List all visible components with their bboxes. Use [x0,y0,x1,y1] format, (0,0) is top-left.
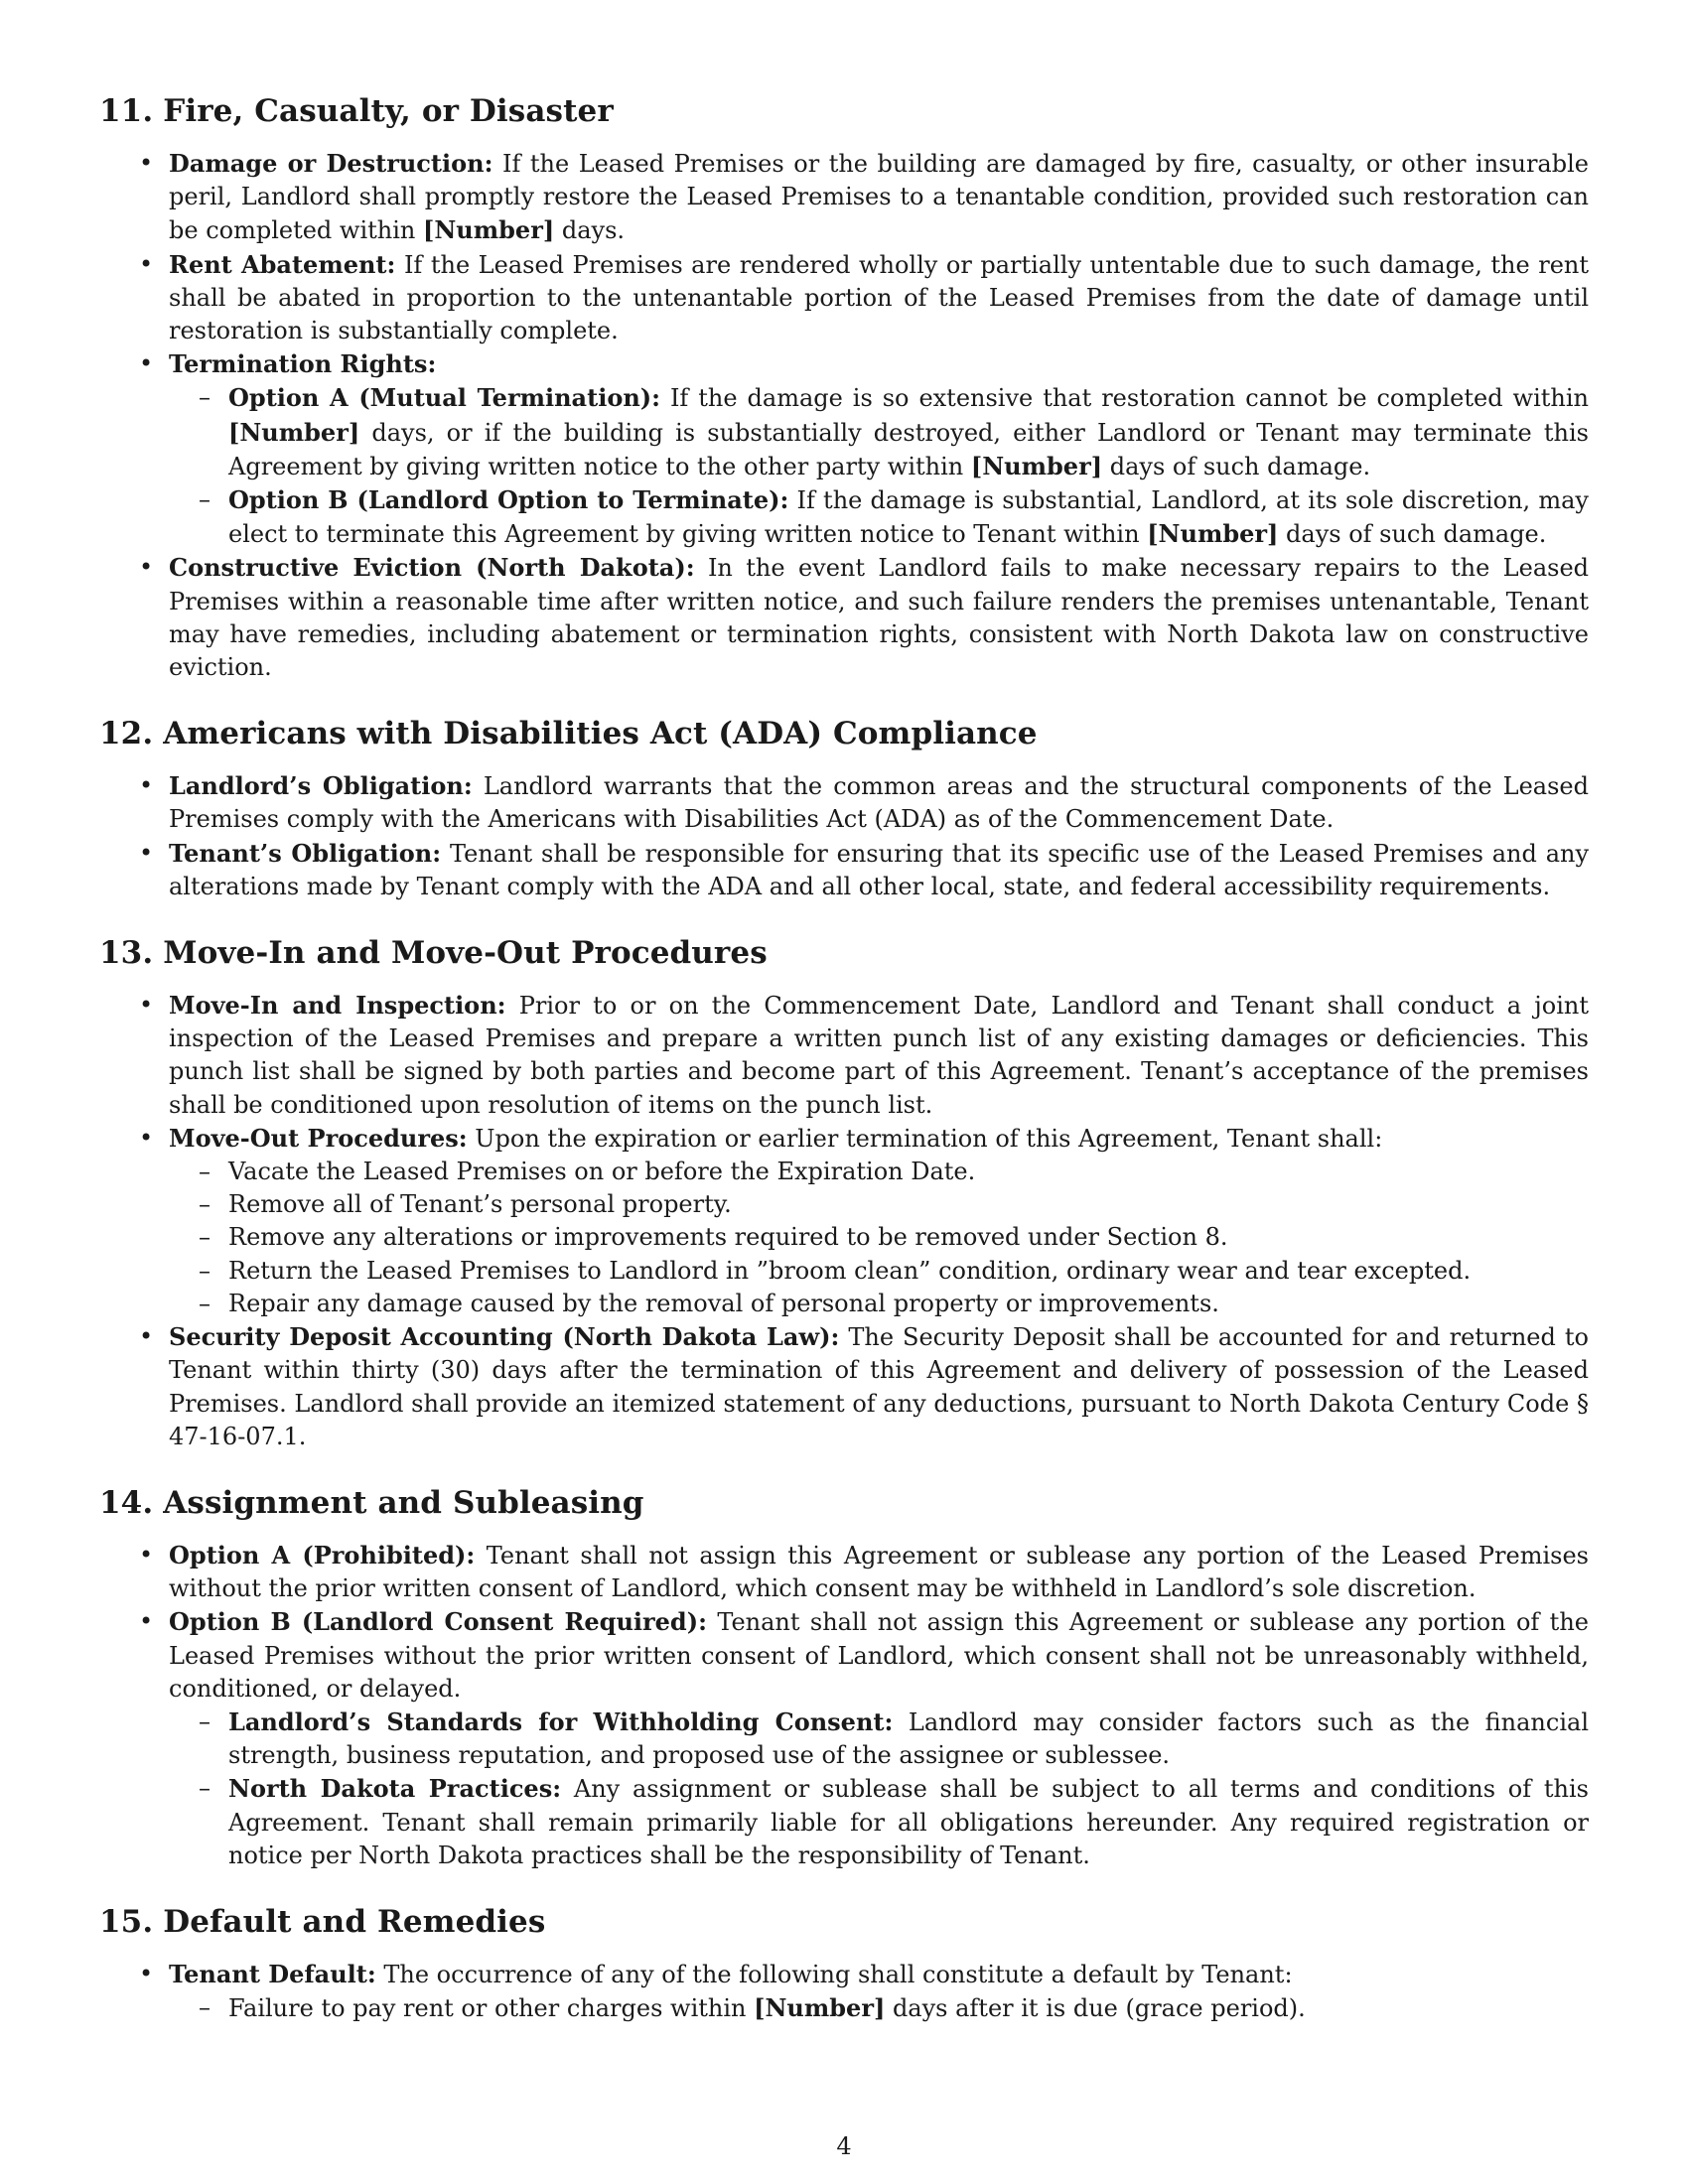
page-number: 4 [836,2132,852,2160]
list-item: • Constructive Eviction (North Dakota): In the event Landlord fails to make necessary repairs to the Leased Premises within a reasonable time after written notice, and such failure renders the premises untenantable, Tenant may have remedies, including abatement or termination rights, consistent with North Dakota law on constructive eviction. [169,551,1589,684]
sub-list-item: – Option B (Landlord Option to Terminate): If the damage is substantial, Landlord, at its sole discretion, may elect to terminate this Agreement by giving written notice to Tenant within [Number] days of such damage. [228,483,1589,551]
list-item: • Landlord’s Obligation: Landlord warrants that the common areas and the structural components of the Leased Premises comply with the Americans with Disabilities Act (ADA) as of the Commencement Date. [169,769,1589,836]
section-heading: 15. Default and Remedies [99,1903,546,1940]
list-item: • Tenant’s Obligation: Tenant shall be responsible for ensuring that its specific use of the Leased Premises and any alterations made by Tenant comply with the ADA and all other local, state, and federal accessibility requirements. [169,837,1589,903]
list-item: • Option B (Landlord Consent Required): Tenant shall not assign this Agreement or sublease any portion of the Leased Premises without the prior written consent of Landlord, which consent shall not be unreasonably withheld, conditioned, or delayed. – Landlord’s Standards for Withholding Consent: Landlord may consider factors such as the financial strength, business reputation, and proposed use of the assignee or sublessee. – North Dakota Practices: Any assignment or sublease shall be subject to all terms and conditions of this Agreement. Tenant shall remain primarily liable for all obligations hereunder. Any required registration or notice per North Dakota practices shall be the responsibility of Tenant. [169,1605,1589,1872]
sub-list-item: – Return the Leased Premises to Landlord in ”broom clean” condition, ordinary wear and tear excepted. [228,1255,1589,1288]
section-13 [99,931,1589,1453]
list-item: • Tenant Default: The occurrence of any of the following shall constitute a default by Tenant: – Failure to pay rent or other charges within [Number] days after it is due (grace period). [169,1958,1589,2025]
section-heading: 12. Americans with Disabilities Act (ADA) Compliance [99,716,1038,752]
section-heading: 13. Move-In and Move-Out Procedures [99,935,768,972]
section-12 [99,712,1589,903]
list-item: • Damage or Destruction: If the Leased Premises or the building are damaged by fire, casualty, or other insurable peril, Landlord shall promptly restore the Leased Premises to a tenantable condition, provided such restoration can be completed within [Number] days. [169,147,1589,248]
sub-list-item: – Landlord’s Standards for Withholding Consent: Landlord may consider factors such as the financial strength, business reputation, and proposed use of the assignee or sublessee. [228,1706,1589,1772]
sub-list-item: – Option A (Mutual Termination): If the damage is so extensive that restoration cannot be completed within [Number] days, or if the building is substantially destroyed, either Landlord or Tenant may terminate this Agreement by giving written notice to the other party within [Number] days of such damage. [228,381,1589,483]
list-item: • Move-In and Inspection: Prior to or on the Commencement Date, Landlord and Tenant shall conduct a joint inspection of the Leased Premises and prepare a written punch list of any existing damages or deficiencies. This punch list shall be signed by both parties and become part of this Agreement. Tenant’s acceptance of the premises shall be conditioned upon resolution of items on the punch list. [169,989,1589,1122]
sub-list-item: – North Dakota Practices: Any assignment or sublease shall be subject to all terms and conditions of this Agreement. Tenant shall remain primarily liable for all obligations hereunder. Any required registration or notice per North Dakota practices shall be the responsibility of Tenant. [228,1772,1589,1872]
section-14 [99,1481,1589,1872]
sub-list-item: – Failure to pay rent or other charges within [Number] days after it is due (grace period). [228,1991,1589,2025]
sub-list-item: – Repair any damage caused by the removal of personal property or improvements. [228,1288,1589,1320]
section-15 [99,1900,1589,2025]
section-11 [99,89,1589,684]
sub-list-item: – Remove any alterations or improvements required to be removed under Section 8. [228,1221,1589,1254]
list-item: • Option A (Prohibited): Tenant shall not assign this Agreement or sublease any portion of the Leased Premises without the prior written consent of Landlord, which consent may be withheld in Landlord’s sole discretion. [169,1539,1589,1605]
section-heading: 11. Fire, Casualty, or Disaster [99,93,614,129]
list-item: • Rent Abatement: If the Leased Premises are rendered wholly or partially untentable due to such damage, the rent shall be abated in proportion to the untenantable portion of the Leased Premises from the date of damage until restoration is substantially complete. [169,248,1589,348]
sub-list-item: – Remove all of Tenant’s personal property. [228,1188,1589,1221]
sub-list-item: – Vacate the Leased Premises on or before the Expiration Date. [228,1156,1589,1188]
list-item: • Termination Rights: – Option A (Mutual Termination): If the damage is so extensive that restoration cannot be completed within [Number] days, or if the building is substantially destroyed, either Landlord or Tenant may terminate this Agreement by giving written notice to the other party within [Number] days of such damage. – Option B (Landlord Option to Terminate): If the damage is substantial, Landlord, at its sole discretion, may elect to terminate this Agreement by giving written notice to Tenant within [Number] days of such damage. [169,347,1589,551]
section-heading: 14. Assignment and Subleasing [99,1484,644,1521]
document-page [99,89,1589,2053]
list-item: • Security Deposit Accounting (North Dakota Law): The Security Deposit shall be accounted for and returned to Tenant within thirty (30) days after the termination of this Agreement and delivery of possession of the Leased Premises. Landlord shall provide an itemized statement of any deductions, pursuant to North Dakota Century Code § 47-16-07.1. [169,1320,1589,1453]
list-item: • Move-Out Procedures: Upon the expiration or earlier termination of this Agreement, Tenant shall: – Vacate the Leased Premises on or before the Expiration Date. – Remove all of Tenant’s personal property. – Remove any alterations or improvements required to be removed under Section 8. – Return the Leased Premises to Landlord in ”broom clean” condition, ordinary wear and tear excepted. – Repair any damage caused by the removal of personal property or improvements. [169,1122,1589,1320]
